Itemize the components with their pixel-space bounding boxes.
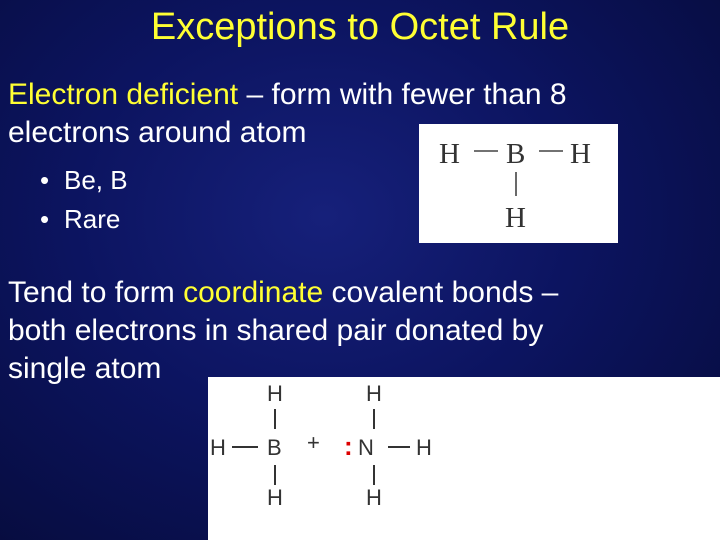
bullet-text: Be, B <box>64 165 128 195</box>
bullet-item <box>40 161 128 200</box>
atom-h-bottom-left: H <box>267 485 283 510</box>
plus-sign: + <box>307 430 320 455</box>
bullet-text: Rare <box>64 204 121 234</box>
electron-deficient-term: Electron deficient <box>8 78 239 111</box>
atom-n: N <box>358 435 374 460</box>
slide-title: Exceptions to Octet Rule <box>150 6 570 48</box>
coordinate-term: coordinate <box>183 276 324 309</box>
atom-h-bottom-right: H <box>366 485 382 510</box>
coordinate-bond-paragraph <box>8 274 708 388</box>
bullet-item <box>40 200 128 239</box>
atom-h-top-left: H <box>267 381 283 406</box>
paragraph2-line2: both electrons in shared pair donated by <box>8 314 544 347</box>
atom-h-far-left: H <box>210 435 226 460</box>
atom-h-bottom: H <box>505 202 526 234</box>
bh3-nh3-reaction-figure <box>208 377 720 540</box>
atom-h-top-right: H <box>366 381 382 406</box>
lone-pair: : <box>344 431 353 461</box>
atom-h-far-right: H <box>416 435 432 460</box>
bh3-structure-figure <box>419 124 618 243</box>
atom-h-right: H <box>570 138 591 170</box>
paragraph2-line3: single atom <box>8 352 162 385</box>
paragraph1-line1-rest: – form with fewer than 8 <box>238 78 567 111</box>
atom-b: B <box>506 138 526 170</box>
paragraph2-line1-end: covalent bonds – <box>323 276 559 309</box>
paragraph1-line2: electrons around atom <box>8 116 307 149</box>
paragraph2-line1-start: Tend to form <box>8 276 184 309</box>
bullet-list <box>40 161 128 239</box>
atom-b: B <box>267 435 282 460</box>
atom-h-left: H <box>439 138 460 170</box>
